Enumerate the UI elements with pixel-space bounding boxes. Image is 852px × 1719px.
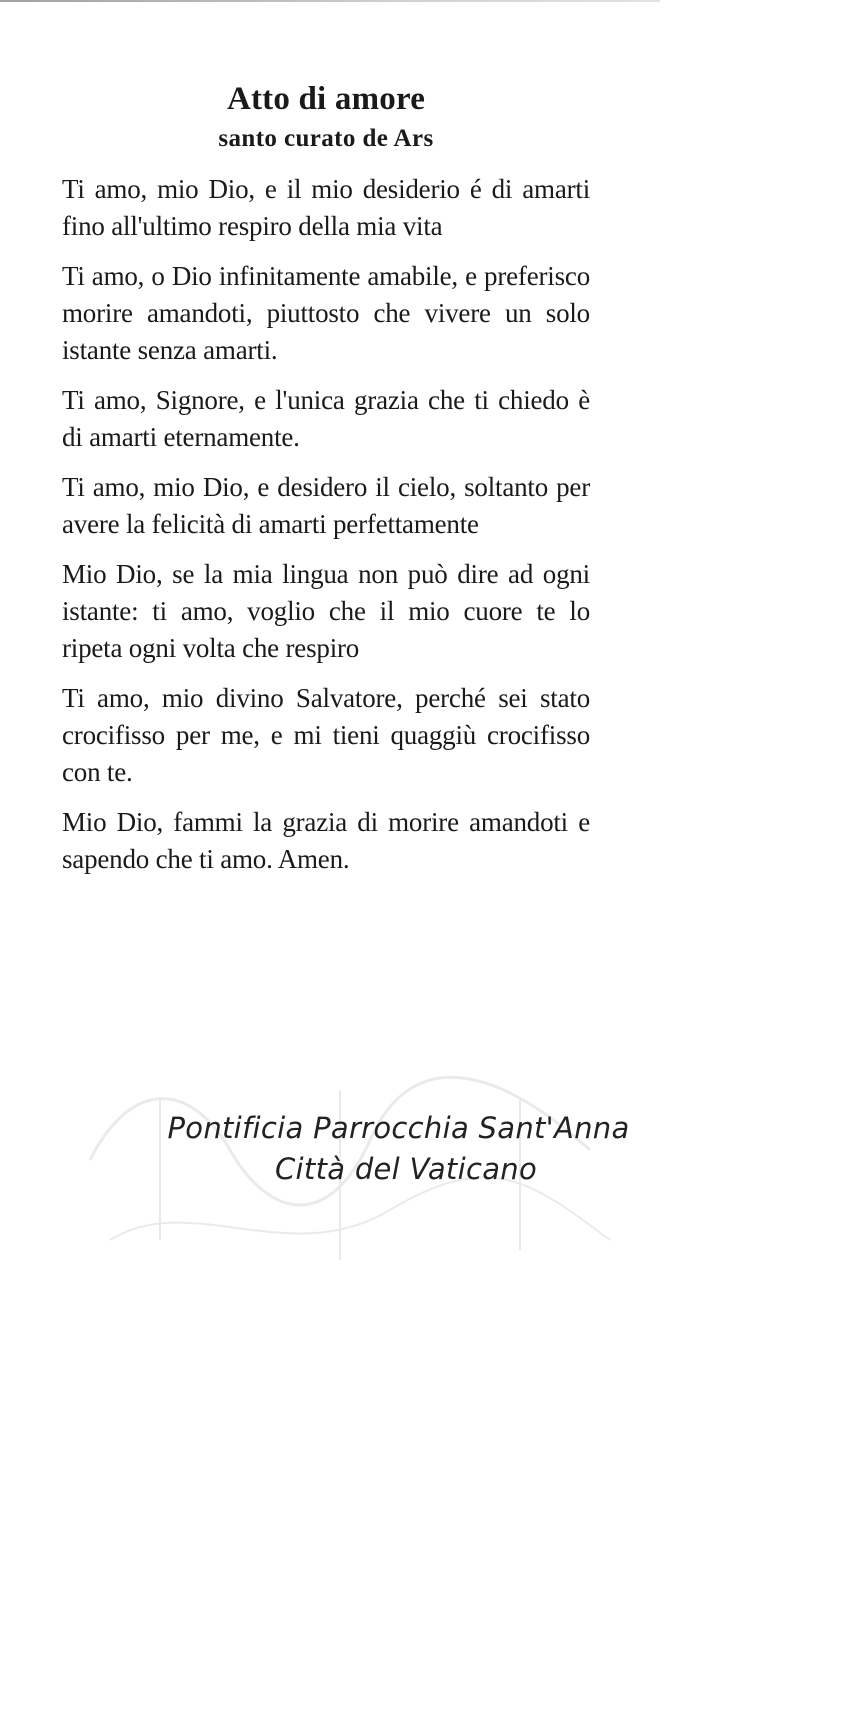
prayer-paragraph: Ti amo, mio divino Salvatore, perché sei stato crocifisso per me, e mi tieni quaggiù crocifisso con te. <box>62 683 590 787</box>
prayer-paragraph: Ti amo, o Dio infinitamente amabile, e preferisco morire amandoti, piuttosto che vivere un solo istante senza amarti. <box>62 261 590 365</box>
prayer-paragraph: Ti amo, mio Dio, e il mio desiderio é di amarti fino all'ultimo respiro della mia vita <box>62 174 590 241</box>
prayer-paragraph: Ti amo, Signore, e l'unica grazia che ti chiedo è di amarti eternamente. <box>62 385 590 452</box>
prayer-title: Atto di amore <box>226 81 426 117</box>
prayer-paragraph: Ti amo, mio Dio, e desidero il cielo, soltanto per avere la felicità di amarti perfettamente <box>62 472 590 539</box>
prayer-paragraph: Mio Dio, se la mia lingua non può dire ad ogni istante: ti amo, voglio che il mio cuore te lo ripeta ogni volta che respiro <box>62 559 590 663</box>
scan-top-edge <box>0 0 660 2</box>
prayer-paragraph: Mio Dio, fammi la grazia di morire amandoti e sapendo che ti amo. Amen. <box>62 807 590 874</box>
prayer-card <box>62 80 590 891</box>
prayer-subtitle: santo curato de Ars <box>218 125 434 152</box>
parish-location: Città del Vaticano <box>275 1152 537 1186</box>
parish-name: Pontificia Parrocchia Sant'Anna <box>167 1111 630 1145</box>
parish-footer <box>0 1108 852 1190</box>
prayer-body <box>62 171 590 878</box>
